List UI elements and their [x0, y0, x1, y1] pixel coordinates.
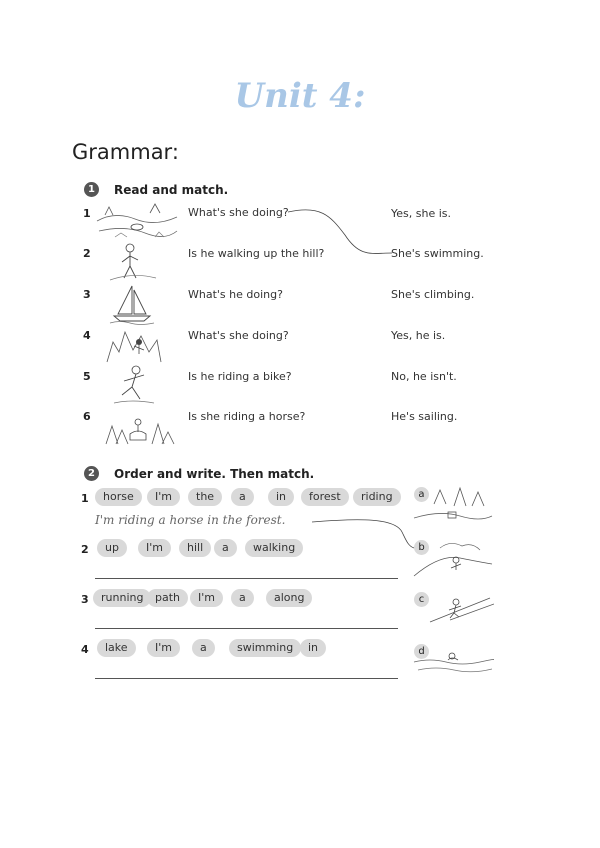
ex1-answer: Yes, she is. — [391, 207, 452, 220]
word-chip: a — [231, 488, 254, 506]
match-line-ex2 — [312, 520, 414, 548]
word-chip: the — [188, 488, 222, 506]
word-chip: hill — [179, 539, 211, 557]
word-chip: I'm — [147, 488, 180, 506]
word-chip: I'm — [147, 639, 180, 657]
ex1-question: What's she doing? — [188, 329, 289, 342]
section-heading: Grammar: — [72, 140, 179, 164]
word-chip: walking — [245, 539, 303, 557]
walker-illustration — [108, 240, 158, 284]
word-chip: a — [231, 589, 254, 607]
answer-line[interactable] — [95, 678, 398, 679]
word-chip: a — [214, 539, 237, 557]
ex1-answer: She's climbing. — [391, 288, 475, 301]
ex1-row-number: 5 — [83, 370, 91, 383]
word-chip: horse — [95, 488, 142, 506]
word-chip: path — [147, 589, 188, 607]
word-chip: running — [93, 589, 151, 607]
climber-illustration — [103, 322, 165, 366]
ex2-row-number: 4 — [81, 643, 89, 656]
word-chip: riding — [353, 488, 401, 506]
exercise-2-badge: 2 — [84, 466, 99, 481]
ex1-question: What's he doing? — [188, 288, 283, 301]
hill-scene-illustration — [410, 534, 494, 580]
word-chip: in — [268, 488, 294, 506]
word-chip: I'm — [190, 589, 223, 607]
ex1-question: Is he walking up the hill? — [188, 247, 325, 260]
answer-line[interactable] — [95, 578, 398, 579]
runner-illustration — [112, 363, 156, 407]
ex2-row-number: 2 — [81, 543, 89, 556]
lake-swimmer-illustration — [410, 638, 494, 680]
picture-letter: c — [414, 592, 429, 607]
forest-scene-illustration — [410, 484, 494, 526]
ex2-row-number: 3 — [81, 593, 89, 606]
sailboat-illustration — [108, 282, 158, 326]
word-chip: lake — [97, 639, 136, 657]
ex1-question: What's she doing? — [188, 206, 289, 219]
ex1-row-number: 1 — [83, 207, 91, 220]
word-chip: I'm — [138, 539, 171, 557]
ex1-question: Is he riding a bike? — [188, 370, 292, 383]
forest-rider-illustration — [100, 404, 176, 448]
picture-letter: d — [414, 644, 429, 659]
ex1-answer: Yes, he is. — [391, 329, 446, 342]
answer-line[interactable] — [95, 628, 398, 629]
word-chip: in — [300, 639, 326, 657]
word-chip: along — [266, 589, 312, 607]
ex1-row-number: 2 — [83, 247, 91, 260]
picture-letter: a — [414, 487, 429, 502]
exercise-1-badge: 1 — [84, 182, 99, 197]
path-runner-illustration — [410, 588, 494, 628]
ex1-row-number: 6 — [83, 410, 91, 423]
river-scene-illustration — [95, 203, 179, 241]
picture-letter: b — [414, 540, 429, 555]
ex2-row-number: 1 — [81, 492, 89, 505]
word-chip: up — [97, 539, 127, 557]
exercise-1-title: Read and match. — [114, 183, 229, 197]
handwritten-answer: I'm riding a horse in the forest. — [95, 513, 286, 527]
page-title: Unit 4: — [234, 76, 366, 116]
ex1-row-number: 3 — [83, 288, 91, 301]
exercise-2-title: Order and write. Then match. — [114, 467, 315, 481]
ex1-answer: He's sailing. — [391, 410, 458, 423]
ex1-answer: She's swimming. — [391, 247, 484, 260]
ex1-question: Is she riding a horse? — [188, 410, 306, 423]
word-chip: swimming — [229, 639, 301, 657]
ex1-answer: No, he isn't. — [391, 370, 457, 383]
word-chip: forest — [301, 488, 349, 506]
word-chip: a — [192, 639, 215, 657]
ex1-row-number: 4 — [83, 329, 91, 342]
